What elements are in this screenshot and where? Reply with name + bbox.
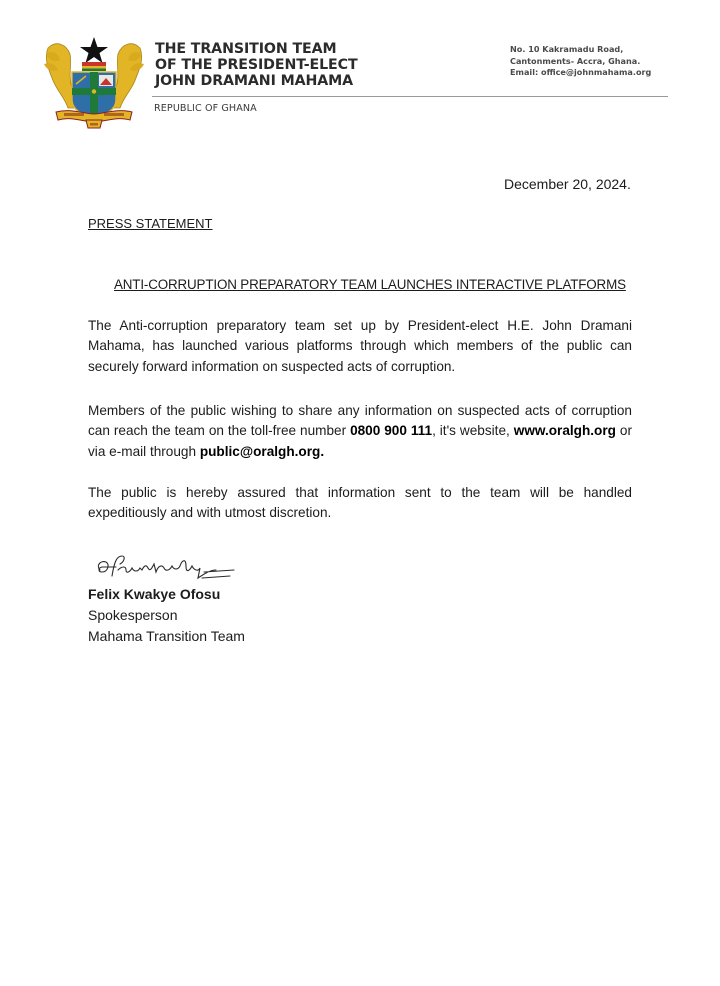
- coat-of-arms-icon: [42, 34, 146, 130]
- address-email[interactable]: Email: office@johnmahama.org: [510, 67, 652, 77]
- republic-subtitle: REPUBLIC OF GHANA: [154, 103, 257, 114]
- signer-role: Spokesperson: [88, 607, 178, 623]
- contact-text-1: Members of the public wishing to share any information on suspected acts of corruption can reach the team on the toll-free number: [88, 403, 632, 439]
- handwritten-signature: [94, 548, 239, 588]
- address-line-2: Cantonments- Accra, Ghana.: [510, 55, 641, 66]
- statement-date: December 20, 2024.: [504, 176, 631, 192]
- address-line-1: No. 10 Kakramadu Road,: [510, 44, 624, 54]
- press-statement-label: PRESS STATEMENT: [88, 216, 213, 231]
- paragraph-contact: [88, 401, 632, 462]
- email-link[interactable]: public@oralgh.org.: [199, 443, 325, 459]
- signer-team: Mahama Transition Team: [88, 628, 245, 644]
- organization-name: [155, 41, 358, 89]
- address-block: [510, 44, 651, 79]
- header-divider: [152, 96, 668, 97]
- contact-text-2: , it's website,: [432, 423, 514, 439]
- org-line-3: JOHN DRAMANI MAHAMA: [155, 73, 354, 89]
- website-link[interactable]: www.oralgh.org: [513, 423, 616, 439]
- black-star: [80, 37, 108, 63]
- statement-headline: ANTI-CORRUPTION PREPARATORY TEAM LAUNCHES INTERACTIVE PLATFORMS: [114, 277, 626, 292]
- org-line-1: THE TRANSITION TEAM: [155, 41, 337, 57]
- contact-text-3: or via e-mail through: [88, 423, 633, 459]
- paragraph-assurance: The public is hereby assured that information sent to the team will be handled expeditiously and with utmost discretion.: [88, 485, 632, 521]
- signer-name: Felix Kwakye Ofosu: [88, 586, 221, 602]
- paragraph-intro: The Anti-corruption preparatory team set up by President-elect H.E. John Dramani Mahama, has launched various platforms through which members of the public can securely forward information on suspected acts of corruption.: [88, 318, 632, 374]
- toll-free-number[interactable]: 0800 900 111: [350, 423, 433, 439]
- org-line-2: OF THE PRESIDENT-ELECT: [155, 57, 358, 73]
